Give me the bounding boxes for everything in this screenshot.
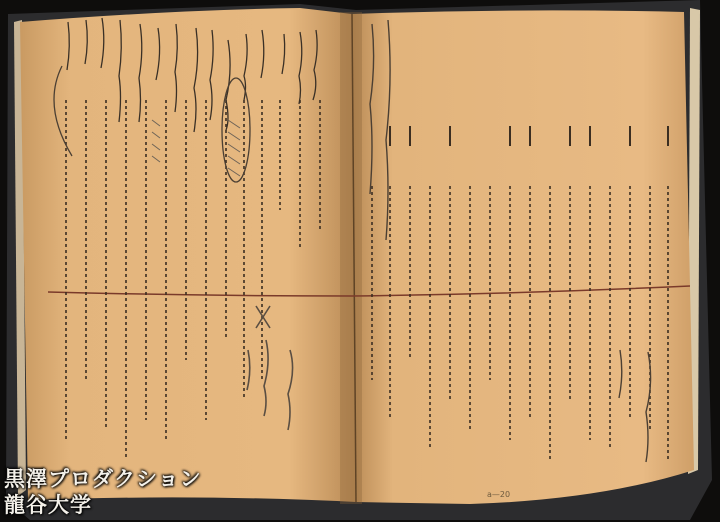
left-page [20,8,356,502]
watermark [4,466,202,518]
page-number: a—20 [487,490,511,499]
right-page [352,10,694,504]
watermark-line-1: 黒澤プロダクション [4,467,202,491]
watermark-line-2: 龍谷大学 [4,493,92,517]
gutter-shadow [340,12,362,504]
